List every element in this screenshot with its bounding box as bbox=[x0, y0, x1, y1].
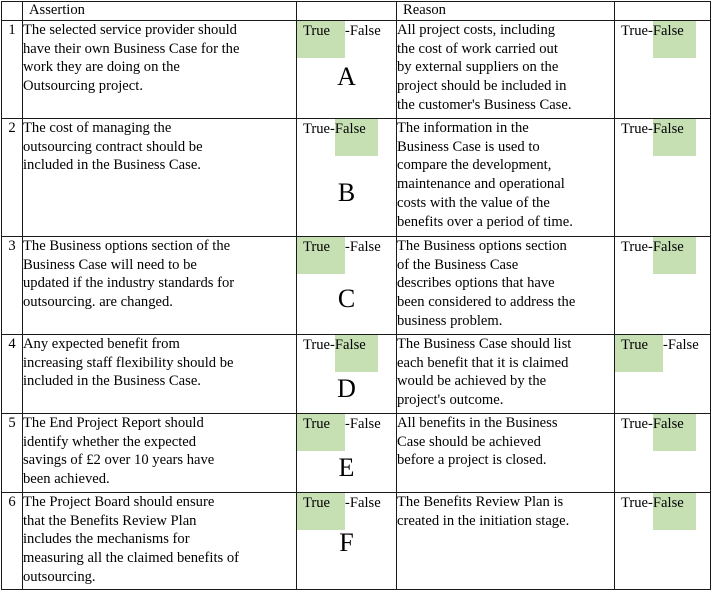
row-number: 4 bbox=[2, 335, 23, 414]
option-separator: - bbox=[345, 239, 350, 255]
assertion-text-line: savings of £2 over 10 years have bbox=[23, 452, 215, 469]
reason-text-line: of the Business Case bbox=[397, 256, 519, 273]
assertion-text-line: outsourcing. are changed. bbox=[23, 294, 173, 311]
row-number: 6 bbox=[2, 493, 23, 590]
row-number: 2 bbox=[2, 119, 23, 237]
true-option[interactable]: True bbox=[297, 414, 345, 451]
header-reason: Reason bbox=[397, 2, 615, 21]
reason_answer-cell bbox=[615, 21, 711, 119]
assertion-text-line: updated if the industry standards for bbox=[23, 275, 235, 292]
false-option[interactable]: False bbox=[335, 119, 378, 156]
assertion-text-line: increasing staff flexibility should be bbox=[23, 354, 234, 371]
assertion_answer-true-false bbox=[297, 335, 396, 372]
reason-text-line: All project costs, including bbox=[397, 22, 556, 38]
row-number: 5 bbox=[2, 414, 23, 493]
table-row bbox=[2, 414, 711, 493]
assertion_answer-true-false bbox=[297, 119, 396, 156]
reason_answer-true-false bbox=[615, 237, 710, 275]
header-reason-answer-cell bbox=[615, 2, 711, 21]
reason_answer-cell bbox=[615, 414, 711, 493]
false-option[interactable]: False bbox=[667, 337, 699, 353]
option-separator: - bbox=[648, 495, 653, 511]
false-option[interactable]: False bbox=[653, 119, 696, 156]
true-option[interactable]: True bbox=[621, 239, 649, 255]
reason-text-line: created in the initiation stage. bbox=[397, 512, 570, 529]
option-letter: F bbox=[339, 528, 354, 557]
true-option[interactable]: True bbox=[297, 493, 345, 530]
assertion-text-line: includes the mechanisms for bbox=[23, 531, 190, 548]
assertion-text-line: The Business options section of the bbox=[23, 238, 231, 254]
true-option[interactable]: True bbox=[303, 337, 331, 353]
assertion-text-line: have their own Business Case for the bbox=[23, 40, 240, 57]
assertion-text-line: Outsourcing project. bbox=[23, 78, 143, 95]
assertion-text bbox=[23, 119, 297, 237]
assertion-text-line: outsourcing. bbox=[23, 568, 96, 585]
assertion-text-line: work they are doing on the bbox=[23, 59, 180, 76]
false-option[interactable]: False bbox=[349, 239, 381, 255]
reason-text-line: would be achieved by the bbox=[397, 373, 547, 390]
reason-text-line: The Business Case should list bbox=[397, 336, 572, 352]
reason-text-line: costs with the value of the bbox=[397, 194, 550, 211]
assertion-text bbox=[23, 493, 297, 590]
false-option[interactable]: False bbox=[349, 23, 381, 39]
assertion_answer-true-false bbox=[297, 237, 396, 274]
table-row bbox=[2, 21, 711, 119]
reason_answer-cell bbox=[615, 237, 711, 335]
reason-text bbox=[397, 119, 615, 237]
assertion-text-line: included in the Business Case. bbox=[23, 373, 201, 390]
reason-text-line: project's outcome. bbox=[397, 392, 504, 409]
assertion_answer-cell bbox=[297, 493, 397, 590]
false-option[interactable]: False bbox=[349, 416, 381, 432]
assertion-text-line: been achieved. bbox=[23, 471, 110, 488]
false-option[interactable]: False bbox=[653, 237, 696, 274]
assertion-text-line: The cost of managing the bbox=[23, 120, 172, 136]
assertion-text bbox=[23, 414, 297, 493]
option-separator: - bbox=[345, 495, 350, 511]
table-row bbox=[2, 493, 711, 590]
true-option[interactable]: True bbox=[621, 23, 649, 39]
assertion_answer-cell bbox=[297, 414, 397, 493]
assertion-text bbox=[23, 237, 297, 335]
option-separator: - bbox=[330, 121, 335, 137]
option-separator: - bbox=[648, 121, 653, 137]
reason-text-line: the customer's Business Case. bbox=[397, 96, 572, 113]
assertion_answer-true-false bbox=[297, 21, 396, 58]
true-option[interactable]: True bbox=[621, 121, 649, 137]
reason_answer-cell bbox=[615, 119, 711, 237]
option-separator: - bbox=[648, 23, 653, 39]
reason_answer-cell bbox=[615, 335, 711, 414]
option-letter: C bbox=[337, 284, 356, 313]
reason-text-line: the cost of work carried out bbox=[397, 40, 558, 57]
true-option[interactable]: True bbox=[615, 335, 663, 372]
assertion-reason-table bbox=[1, 1, 711, 590]
reason_answer-cell bbox=[615, 493, 711, 590]
reason_answer-true-false bbox=[615, 21, 710, 59]
reason-text bbox=[397, 414, 615, 493]
reason-text-line: Business Case is used to bbox=[397, 138, 540, 155]
option-letter: E bbox=[338, 453, 355, 482]
reason-text-line: compare the development, bbox=[397, 157, 552, 174]
row-number: 3 bbox=[2, 237, 23, 335]
reason-text-line: each benefit that it is claimed bbox=[397, 354, 569, 371]
reason-text-line: business problem. bbox=[397, 312, 503, 329]
assertion-text bbox=[23, 335, 297, 414]
reason-text-line: describes options that have bbox=[397, 275, 555, 292]
reason_answer-true-false bbox=[615, 414, 710, 452]
assertion_answer-cell bbox=[297, 335, 397, 414]
header-number-cell bbox=[2, 2, 23, 21]
false-option[interactable]: False bbox=[653, 493, 696, 530]
option-separator: - bbox=[648, 239, 653, 255]
assertion_answer-true-false bbox=[297, 414, 396, 451]
true-option[interactable]: True bbox=[621, 416, 649, 432]
true-option[interactable]: True bbox=[297, 237, 345, 274]
option-letter: A bbox=[337, 62, 356, 91]
assertion_answer-cell bbox=[297, 237, 397, 335]
assertion-text-line: that the Benefits Review Plan bbox=[23, 512, 197, 529]
reason-text-line: Case should be achieved bbox=[397, 433, 541, 450]
assertion_answer-cell bbox=[297, 119, 397, 237]
assertion-text bbox=[23, 21, 297, 119]
option-separator: - bbox=[345, 23, 350, 39]
assertion-text-line: measuring all the claimed benefits of bbox=[23, 550, 239, 567]
false-option[interactable]: False bbox=[653, 21, 696, 58]
reason-text-line: maintenance and operational bbox=[397, 176, 565, 193]
true-option[interactable]: True bbox=[297, 21, 345, 58]
option-separator: - bbox=[663, 337, 668, 353]
table-row bbox=[2, 335, 711, 414]
reason-text-line: The information in the bbox=[397, 120, 529, 136]
assertion-text-line: identify whether the expected bbox=[23, 433, 197, 450]
reason_answer-true-false bbox=[615, 119, 710, 157]
table-row bbox=[2, 119, 711, 237]
reason-text-line: project should be included in bbox=[397, 78, 567, 95]
assertion-text-line: The End Project Report should bbox=[23, 415, 204, 431]
option-separator: - bbox=[330, 337, 335, 353]
assertion-text-line: included in the Business Case. bbox=[23, 157, 201, 174]
reason_answer-true-false bbox=[615, 493, 710, 531]
true-option[interactable]: True bbox=[621, 495, 649, 511]
reason-text bbox=[397, 237, 615, 335]
header-assertion: Assertion bbox=[23, 2, 297, 21]
reason-text-line: by external suppliers on the bbox=[397, 59, 559, 76]
table-body bbox=[2, 2, 711, 590]
option-separator: - bbox=[648, 416, 653, 432]
assertion-text-line: The selected service provider should bbox=[23, 22, 237, 38]
reason-text bbox=[397, 335, 615, 414]
option-letter: D bbox=[337, 374, 356, 403]
false-option[interactable]: False bbox=[335, 335, 378, 372]
table-row bbox=[2, 237, 711, 335]
reason-text-line: The Benefits Review Plan is bbox=[397, 494, 564, 510]
false-option[interactable]: False bbox=[349, 495, 381, 511]
assertion-text-line: Business Case will need to be bbox=[23, 256, 197, 273]
assertion_answer-true-false bbox=[297, 493, 396, 530]
assertion-text-line: outsourcing contract should be bbox=[23, 138, 203, 155]
assertion-text-line: Any expected benefit from bbox=[23, 336, 180, 352]
option-letter: B bbox=[337, 178, 356, 207]
reason-text-line: All benefits in the Business bbox=[397, 415, 558, 431]
header-letter-cell bbox=[297, 2, 397, 21]
false-option[interactable]: False bbox=[653, 414, 696, 451]
reason-text-line: been considered to address the bbox=[397, 294, 576, 311]
reason-text-line: benefits over a period of time. bbox=[397, 213, 573, 230]
row-number: 1 bbox=[2, 21, 23, 119]
reason-text-line: before a project is closed. bbox=[397, 452, 547, 469]
reason-text bbox=[397, 493, 615, 590]
true-option[interactable]: True bbox=[303, 121, 331, 137]
reason-text-line: The Business options section bbox=[397, 238, 567, 254]
header-row bbox=[2, 2, 711, 21]
reason-text bbox=[397, 21, 615, 119]
reason_answer-true-false bbox=[615, 335, 710, 373]
assertion_answer-cell bbox=[297, 21, 397, 119]
assertion-text-line: The Project Board should ensure bbox=[23, 494, 215, 510]
option-separator: - bbox=[345, 416, 350, 432]
